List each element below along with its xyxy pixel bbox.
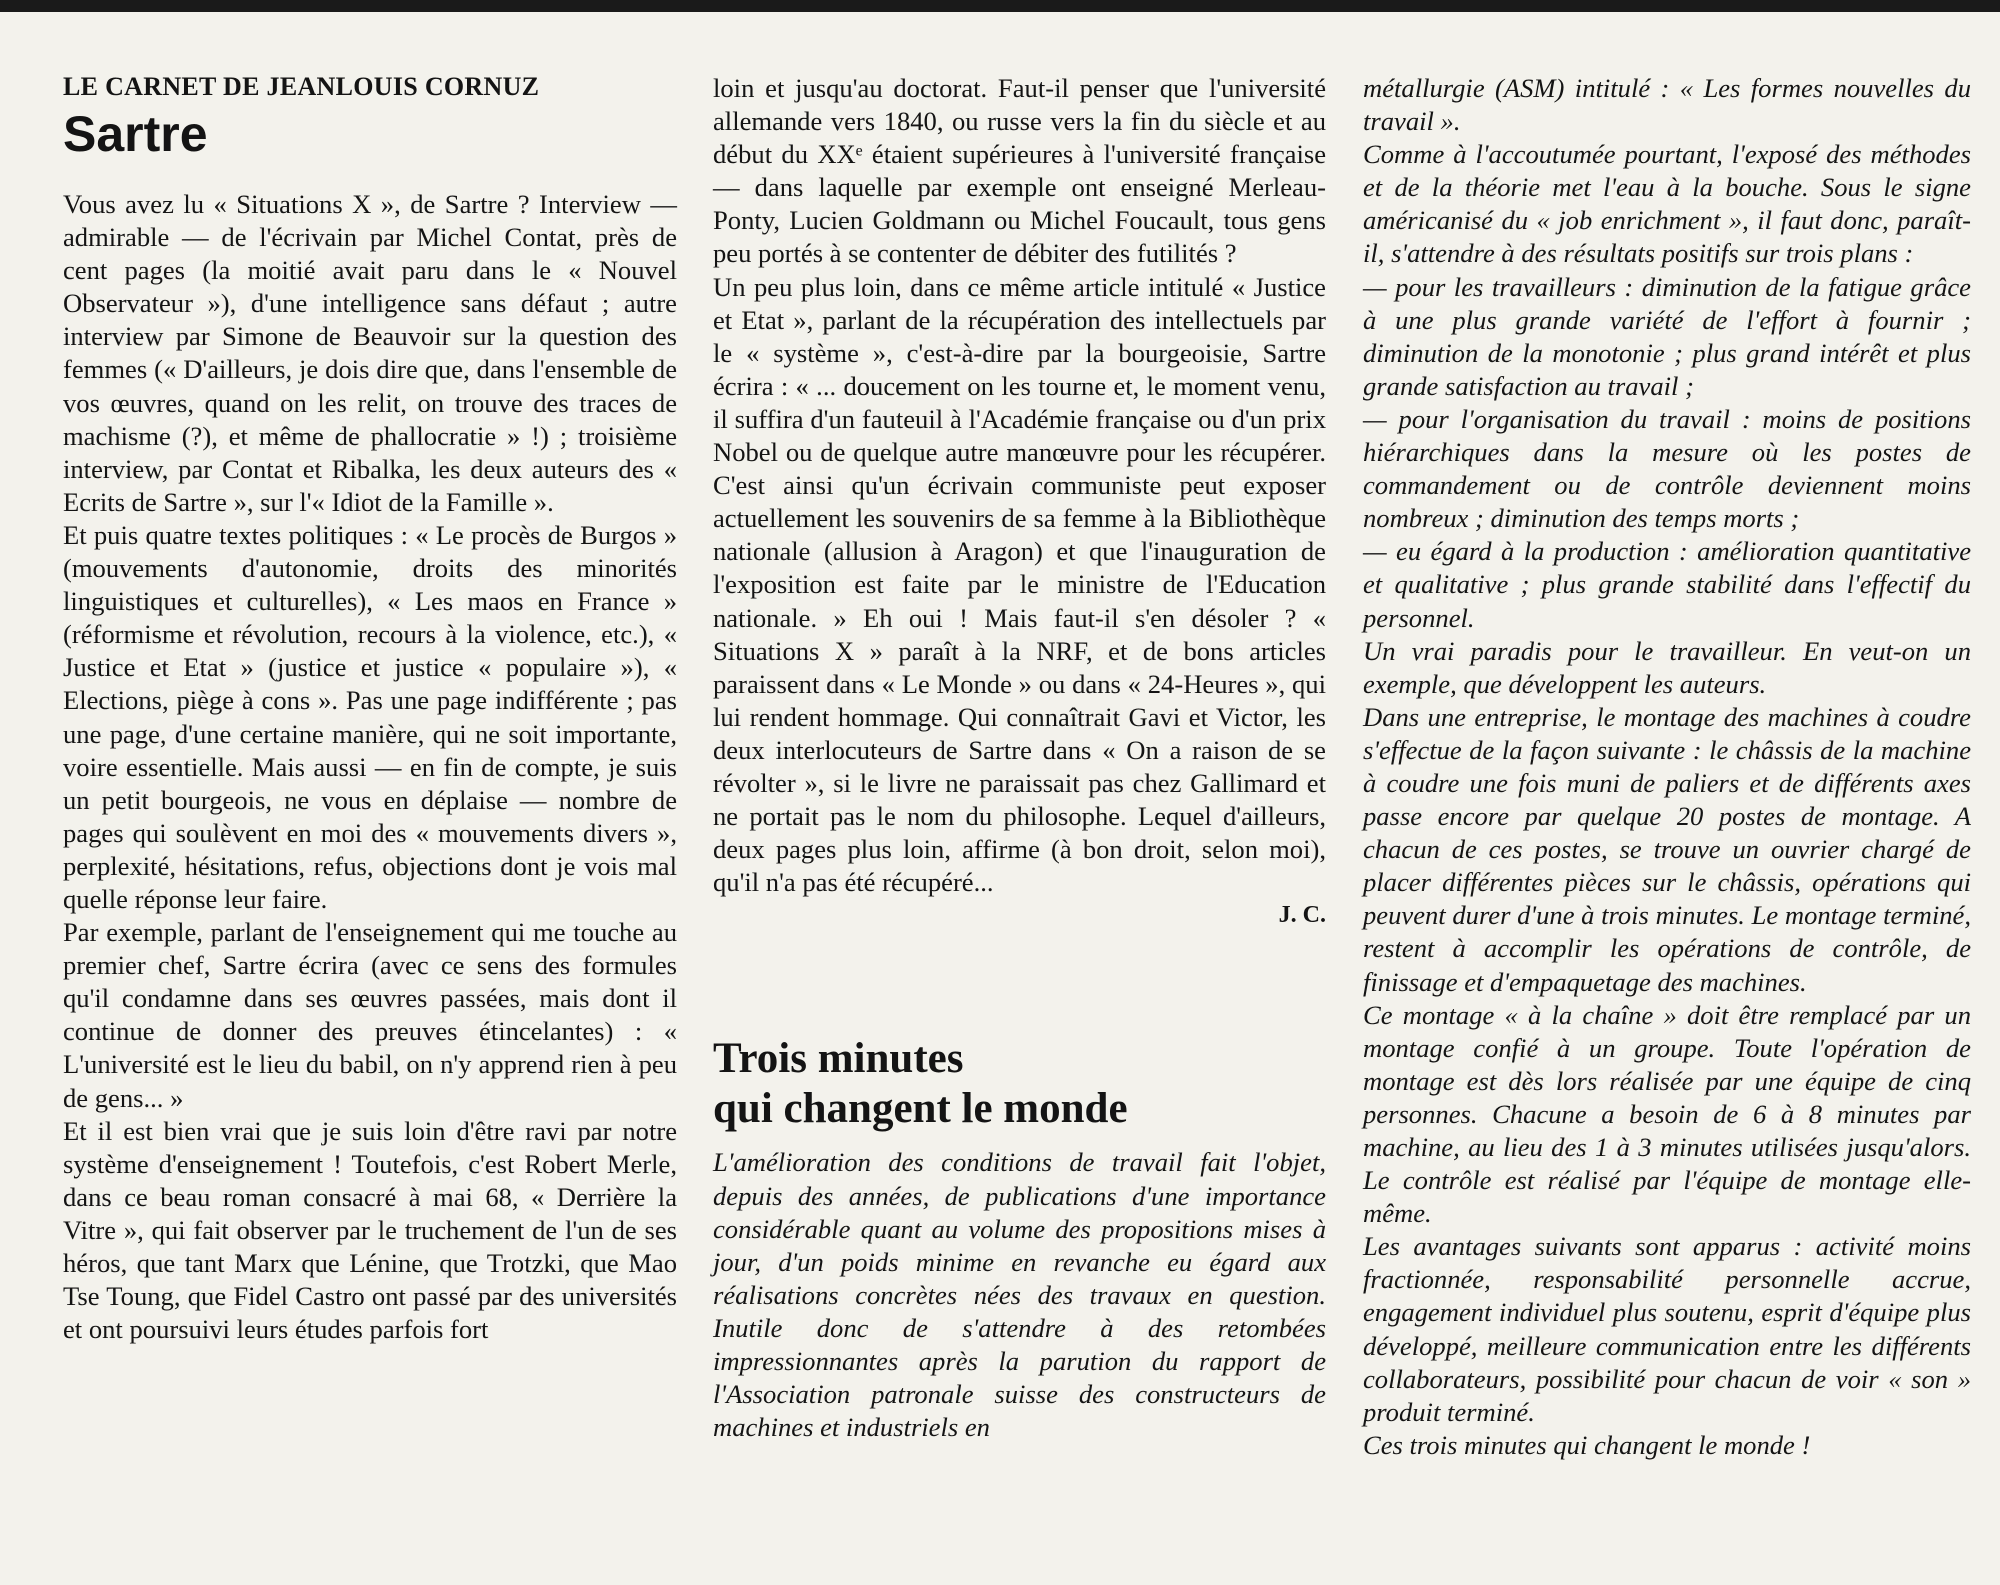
paragraph: Et il est bien vrai que je suis loin d'être ravi par notre système d'enseignement ! Toutefois, c'est Robert Merle, dans ce beau roman consacré à mai 68, « Derrière la Vitre », qui fait observer par le truchement de l'un de ses héros, que tant Marx que Lénine, que Trotzki, que Mao Tse Toung, que Fidel Castro ont passé par des universités et ont poursuivi leurs études parfois fort [63, 1115, 677, 1345]
paragraph: Et puis quatre textes politiques : « Le procès de Burgos » (mouvements d'autonomie, droits des minorités linguistiques et culturelles), « Les maos en France » (réformisme et révolution, recours à la violence, etc.), « Justice et Etat » (justice et justice « populaire »), « Elections, piège à cons ». Pas une page indifférente ; pas une page, d'une certaine manière, qui ne soit importante, voire essentielle. Mais aussi — en fin de compte, je suis un petit bourgeois, ne vous en déplaise — nombre de pages qui soulèvent en moi des « mouvements divers », perplexité, hésitations, refus, objections dont je vois mal quelle réponse leur faire. [63, 519, 677, 914]
article-title-trois-minutes [713, 1034, 1326, 1134]
paragraph: Vous avez lu « Situations X », de Sartre ? Interview — admirable — de l'écrivain par Michel Contat, près de cent pages (la moitié avait paru dans le « Nouvel Observateur »), d'une intelligence sans défaut ; autre interview par Simone de Beauvoir sur la question des femmes (« D'ailleurs, je dois dire que, dans l'ensemble de vos œuvres, quand on les relit, on trouve des traces de machisme (?), et même de phallocratie » !) ; troisième interview, par Contat et Ribalka, les deux auteurs des « Ecrits de Sartre », sur l'« Idiot de la Famille ». [63, 189, 677, 517]
column-3 [1363, 72, 1971, 1462]
paragraph: métallurgie (ASM) intitulé : « Les formes nouvelles du travail ». [1363, 73, 1971, 137]
paragraph: Ces trois minutes qui changent le monde ! [1363, 1429, 1811, 1460]
paragraph: Ce montage « à la chaîne » doit être remplacé par un montage confié à un groupe. Toute l'opération de montage est dès lors réalisée par une équipe de cinq personnes. Chacune a besoin de 6 à 8 minutes par machine, au lieu des 1 à 3 minutes utilisées jusqu'alors. Le contrôle est réalisé par l'équipe de montage elle-même. [1363, 999, 1971, 1229]
paragraph: Un vrai paradis pour le travailleur. En veut-on un exemple, que développent les auteurs. [1363, 635, 1971, 699]
paragraph: Par exemple, parlant de l'enseignement qui me touche au premier chef, Sartre écrira (avec ce sens des formules qu'il condamne dans ses œuvres passées, mais dont il continue de donner des preuves étincelantes) : « L'université est le lieu du babil, on n'y apprend rien à peu de gens... » [63, 917, 677, 1113]
paragraph: — eu égard à la production : amélioration quantitative et qualitative ; plus grande stabilité dans l'effectif du personnel. [1363, 536, 1971, 633]
article-lede: L'amélioration des conditions de travail fait l'objet, depuis des années, de publications d'une importance considérable quant au volume des propositions mises à jour, d'un poids minime en revanche eu égard aux réalisations concrètes nées des travaux en question. Inutile donc de s'attendre à des retombées impressionnantes après la parution du rapport de l'Association patronale suisse des constructeurs de machines et industriels en [713, 1147, 1326, 1443]
paragraph: — pour l'organisation du travail : moins de positions hiérarchiques dans la mesure où les postes de commandement ou de contrôle deviennent moins nombreux ; diminution des temps morts ; [1363, 403, 1971, 534]
paragraph: loin et jusqu'au doctorat. Faut-il penser que l'université allemande vers 1840, ou russe vers la fin du siècle et au début du XXᵉ étaient supérieures à l'université française — dans laquelle par exemple ont enseigné Merleau-Ponty, Lucien Goldmann ou Michel Foucault, tous gens peu portés à se contenter de débiter des futilités ? [713, 73, 1326, 269]
author-signature: J. C. [1278, 902, 1326, 929]
column-2 [713, 72, 1326, 1444]
column-1 [63, 72, 677, 1346]
column-kicker: LE CARNET DE JEANLOUIS CORNUZ [63, 72, 540, 101]
paragraph: — pour les travailleurs : diminution de la fatigue grâce à une plus grande variété de l'effort à fournir ; diminution de la monotonie ; plus grand intérêt et plus grande satisfaction au travail ; [1363, 271, 1971, 401]
title-line-1: Trois minutes [713, 1035, 964, 1083]
article-title-sartre: Sartre [63, 106, 208, 162]
title-line-2: qui changent le monde [713, 1085, 1128, 1133]
paragraph: Comme à l'accoutumée pourtant, l'exposé des méthodes et de la théorie met l'eau à la bouche. Sous le signe américanisé du « job enrichment », il faut donc, paraît-il, s'attendre à des résultats positifs sur trois plans : [1363, 139, 1971, 269]
page-top-edge [0, 0, 2000, 12]
paragraph: Dans une entreprise, le montage des machines à coudre s'effectue de la façon suivante : le châssis de la machine à coudre une fois muni de paliers et de différents axes passe encore par quelque 20 postes de montage. A chacun de ces postes, se trouve un ouvrier chargé de placer différentes pièces sur le châssis, opérations qui peuvent durer d'une à trois minutes. Le montage terminé, restent à accomplir les opérations de contrôle, de finissage et d'empaquetage des machines. [1363, 701, 1971, 997]
paragraph: Les avantages suivants sont apparus : activité moins fractionnée, responsabilité personnelle accrue, engagement individuel plus soutenu, esprit d'équipe plus développé, meilleure communication entre les différents collaborateurs, possibilité pour chacun de voir « son » produit terminé. [1363, 1231, 1971, 1427]
paragraph: Un peu plus loin, dans ce même article intitulé « Justice et Etat », parlant de la récupération des intellectuels par le « système », c'est-à-dire par la bourgeoisie, Sartre écrira : « ... doucement on les tourne et, le moment venu, il suffira d'un fauteuil à l'Académie française ou d'un prix Nobel ou de quelque autre manœuvre pour les récupérer. C'est ainsi qu'un écrivain communiste peut exposer actuellement les souvenirs de sa femme à la Bibliothèque nationale (allusion à Aragon) et que l'inauguration de l'exposition est faite par le ministre de l'Education nationale. » Eh oui ! Mais faut-il s'en désoler ? « Situations X » paraît à la NRF, et de bons articles paraissent dans « Le Monde » ou dans « 24-Heures », qui lui rendent hommage. Qui connaîtrait Gavi et Victor, les deux interlocuteurs de Sartre dans « On a raison de se révolter », si le livre ne paraissait pas chez Gallimard et ne portait pas le nom du philosophe. Lequel d'ailleurs, deux pages plus loin, affirme (à bon droit, selon moi), qu'il n'a pas été récupéré... [713, 271, 1326, 898]
